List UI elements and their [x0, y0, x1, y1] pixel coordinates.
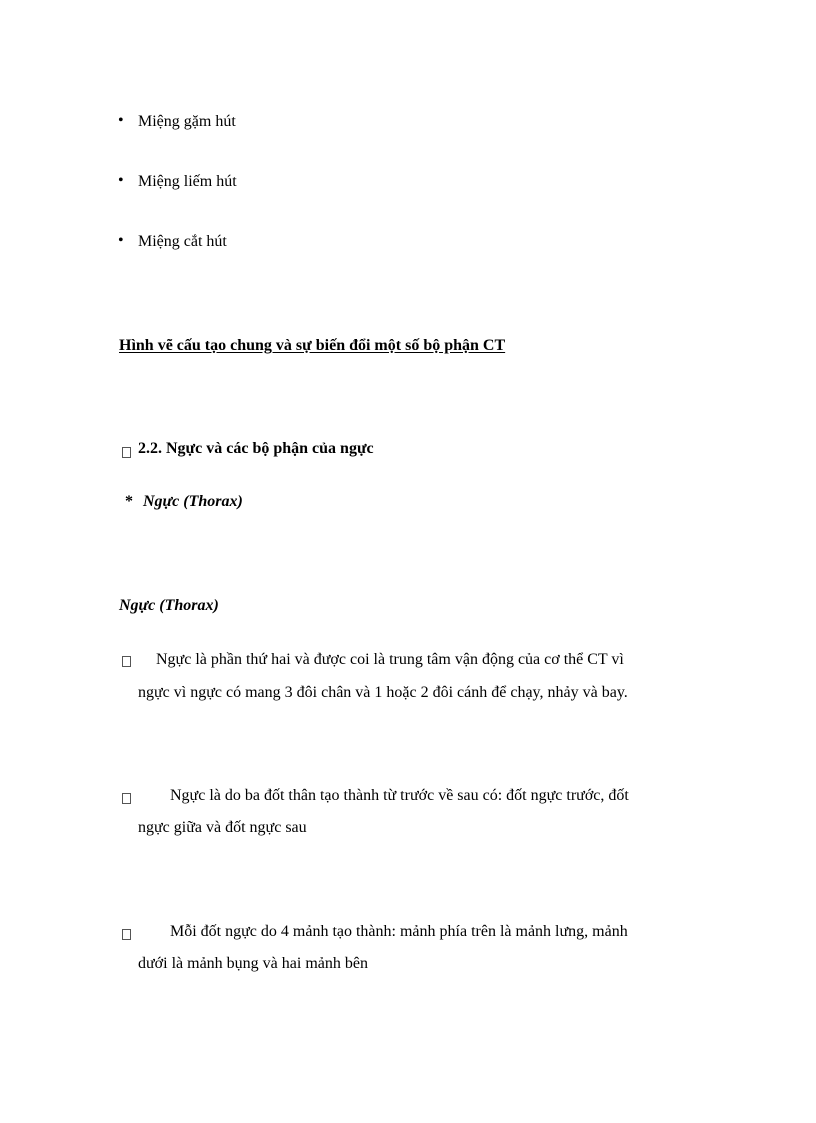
checkbox-icon	[122, 447, 131, 458]
paragraph-line: Ngực là phần thứ hai và được coi là trung tâm vận động của cơ thể CT vì	[156, 651, 624, 668]
figure-caption: Hình vẽ cấu tạo chung và sự biến đổi một số bộ phận CT	[119, 337, 506, 354]
section-subheading: Ngực (Thorax)	[143, 493, 243, 510]
bullet-icon: •	[118, 172, 124, 189]
asterisk-marker: *	[125, 493, 133, 510]
checkbox-icon	[122, 929, 131, 940]
paragraph-line: ngực vì ngực có mang 3 đôi chân và 1 hoặc 2 đôi cánh để chạy, nhảy và bay.	[138, 684, 628, 701]
paragraph-line: dưới là mảnh bụng và hai mảnh bên	[138, 955, 368, 972]
list-item-text: Miệng gặm hút	[138, 113, 236, 130]
paragraph-line: ngực giữa và đốt ngực sau	[138, 819, 307, 836]
bullet-icon: •	[118, 232, 124, 249]
paragraph-line: Ngực là do ba đốt thân tạo thành từ trước về sau có: đốt ngực trước, đốt	[170, 787, 629, 804]
paragraph-line: Mỗi đốt ngực do 4 mảnh tạo thành: mảnh phía trên là mảnh lưng, mảnh	[170, 923, 628, 940]
bullet-icon: •	[118, 112, 124, 129]
checkbox-icon	[122, 793, 131, 804]
checkbox-icon	[122, 656, 131, 667]
section-heading: 2.2. Ngực và các bộ phận của ngực	[138, 440, 374, 457]
thorax-title: Ngực (Thorax)	[119, 597, 219, 614]
list-item-text: Miệng cắt hút	[138, 233, 227, 250]
list-item-text: Miệng liếm hút	[138, 173, 237, 190]
